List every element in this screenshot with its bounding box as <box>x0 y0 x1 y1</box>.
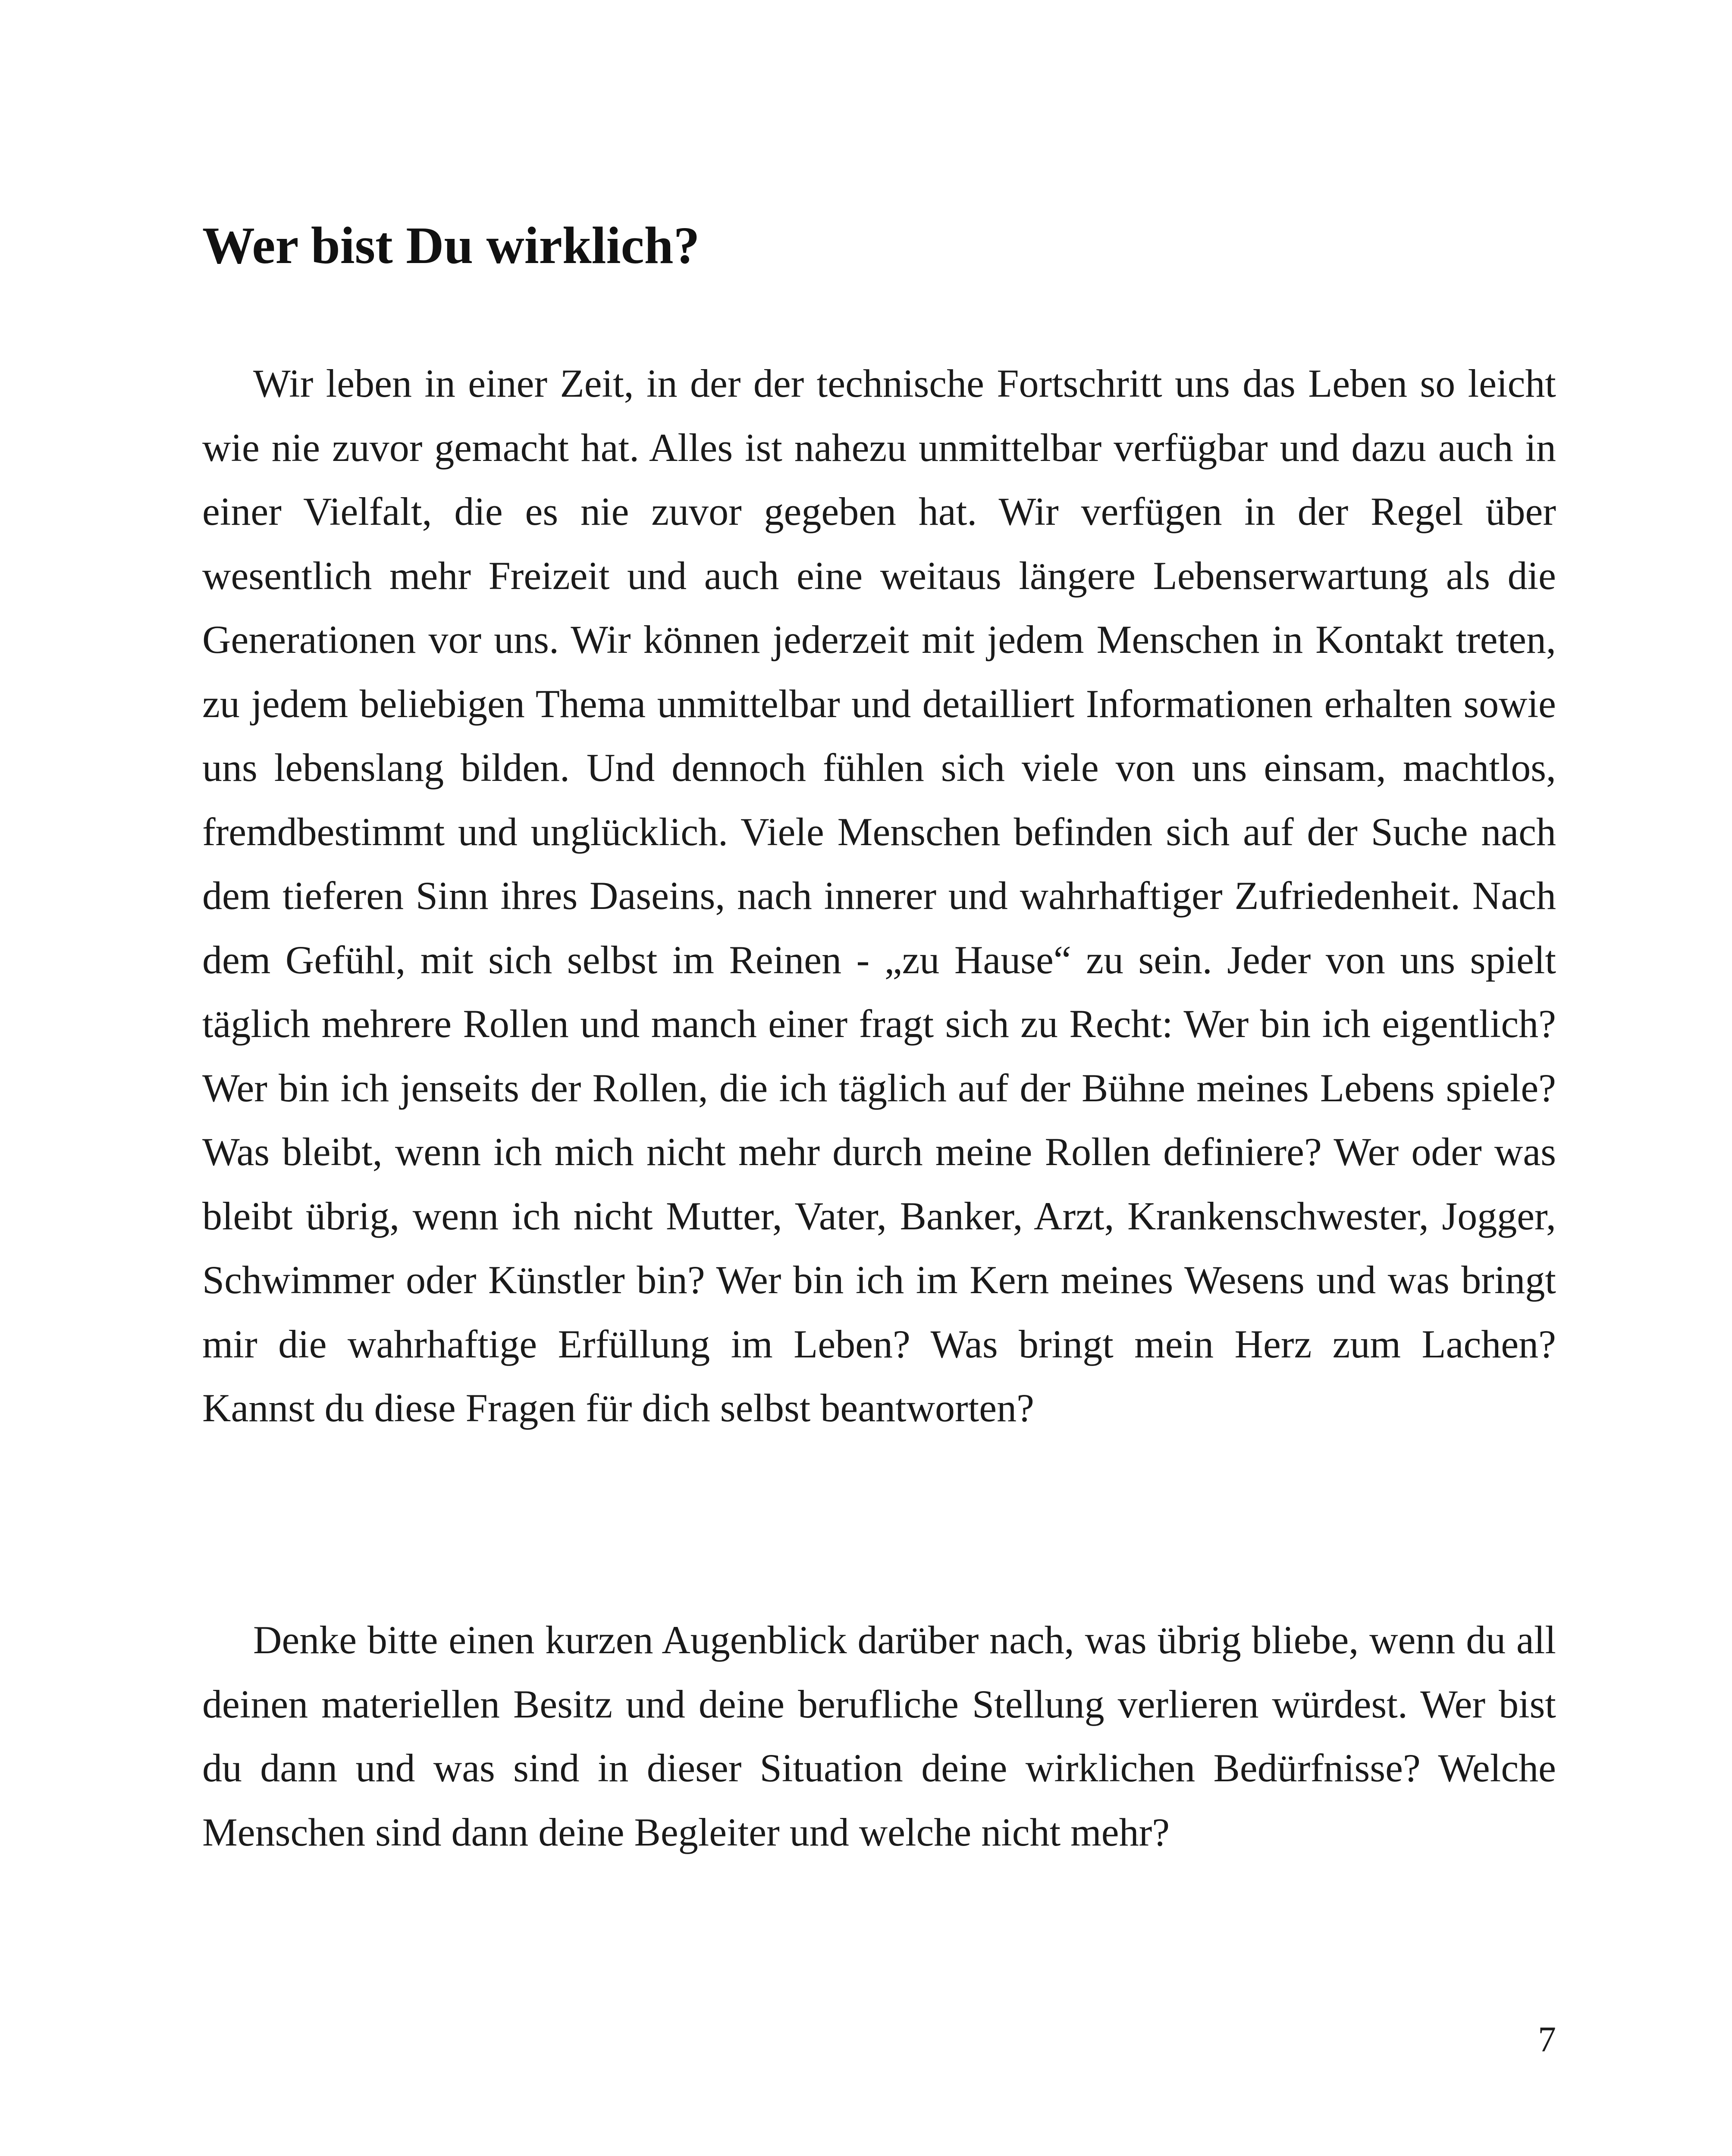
body-paragraph-2: Denke bitte einen kurzen Augenblick darüber nach, was übrig bliebe, wenn du all deinen materiellen Besitz und deine berufliche Stellung verlieren würdest. Wer bist du dann und was sind in dieser Situation deine wirklichen Bedürfnisse? Welche Menschen sind dann deine Begleiter und welche nicht mehr? <box>202 1618 1556 1854</box>
body-paragraph-1: Wir leben in einer Zeit, in der der technische Fortschritt uns das Leben so leicht wie nie zuvor gemacht hat. Alles ist nahezu unmittelbar verfügbar und dazu auch in einer Vielfalt, die es nie zuvor gegeben hat. Wir verfügen in der Regel über wesentlich mehr Freizeit und auch eine weitaus längere Lebenserwartung als die Generationen vor uns. Wir können jederzeit mit jedem Menschen in Kontakt treten, zu jedem beliebigen Thema unmittelbar und detailliert Informationen erhalten sowie uns lebenslang bilden. Und dennoch fühlen sich viele von uns einsam, machtlos, fremdbestimmt und unglücklich. Viele Menschen befinden sich auf der Suche nach dem tieferen Sinn ihres Daseins, nach innerer und wahrhaftiger Zufriedenheit. Nach dem Gefühl, mit sich selbst im Reinen - „zu Hause“ zu sein. Jeder von uns spielt täglich mehrere Rollen und manch einer fragt sich zu Recht: Wer bin ich eigentlich? Wer bin ich jenseits der Rollen, die ich täglich auf der Bühne meines Lebens spiele? Was bleibt, wenn ich mich nicht mehr durch meine Rollen definiere? Wer oder was bleibt übrig, wenn ich nicht Mutter, Vater, Banker, Arzt, Krankenschwester, Jogger, Schwimmer oder Künstler bin? Wer bin ich im Kern meines Wesens und was bringt mir die wahrhaftige Erfüllung im Leben? Was bringt mein Herz zum Lachen? Kannst du diese Fragen für dich selbst beantworten? <box>202 361 1556 1430</box>
chapter-heading: Wer bist Du wirklich? <box>202 216 700 275</box>
page-number: 7 <box>1538 2019 1556 2059</box>
